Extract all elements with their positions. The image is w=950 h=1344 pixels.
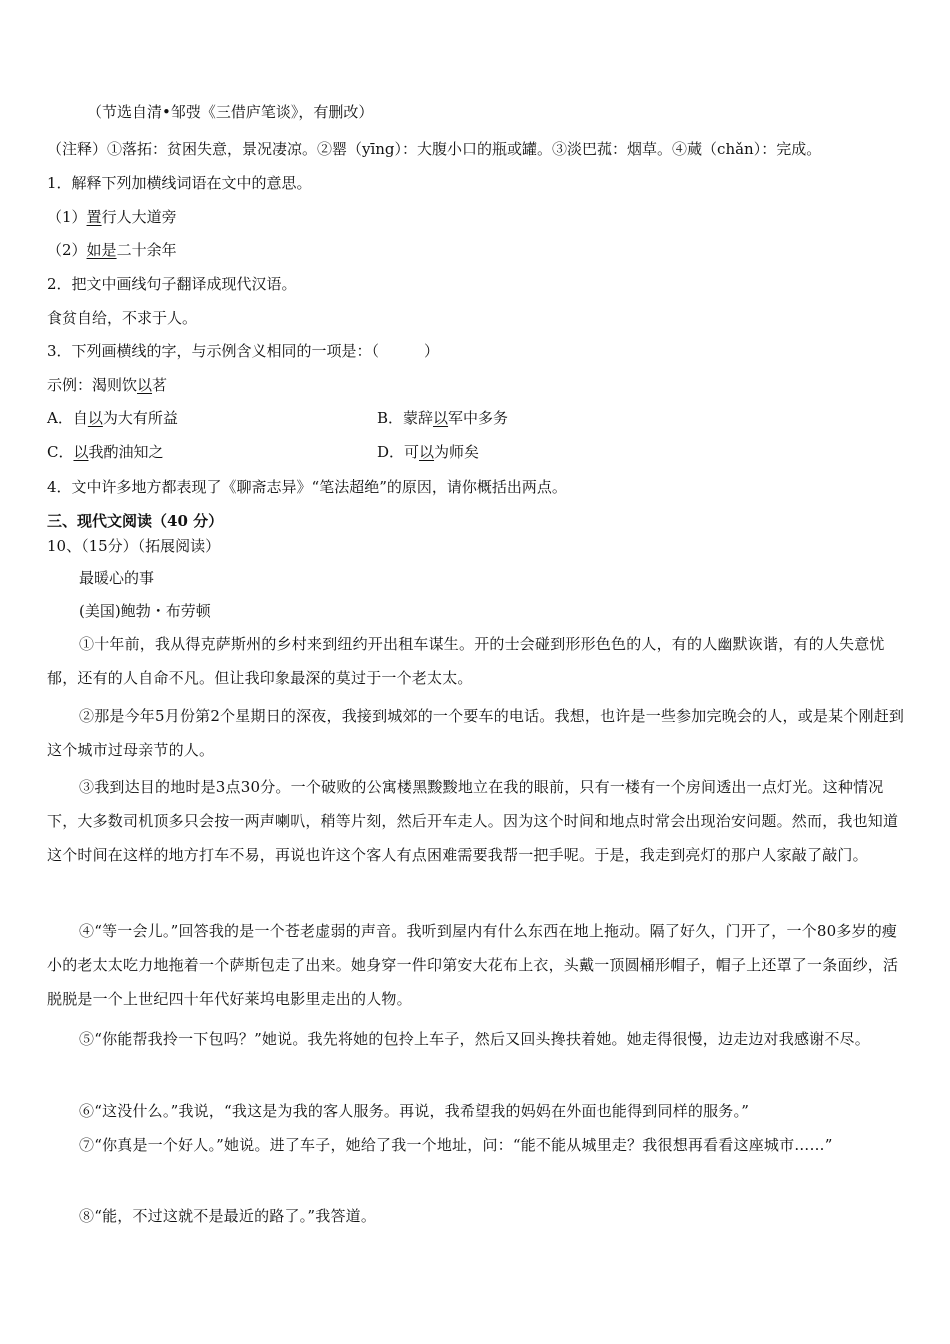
q1-stem: 1．解释下列加横线词语在文中的意思。 <box>47 174 312 192</box>
q3-option-d-underlined: 以 <box>419 443 435 461</box>
q3-example-underlined: 以 <box>137 376 153 394</box>
article-paragraph-6: ⑥“这没什么。”我说，“我这是为我的客人服务。再说，我希望我的妈妈在外面也能得到同样的服务。” <box>79 1102 750 1120</box>
article-title: 最暖心的事 <box>79 569 155 587</box>
q1-item-2-prefix: （2） <box>47 241 87 259</box>
q3-option-d-post: 为师矣 <box>434 443 480 461</box>
q3-example <box>47 375 167 395</box>
q1-item-1-underlined: 置 <box>86 208 102 226</box>
q3-option-b-underlined: 以 <box>433 409 449 427</box>
q3-option-c[interactable] <box>47 442 164 462</box>
q3-option-c-underlined: 以 <box>73 443 89 461</box>
q4-stem: 4．文中许多地方都表现了《聊斋志异》“笔法超绝”的原因，请你概括出两点。 <box>47 478 567 496</box>
q3-option-a-pre: A．自 <box>47 409 88 427</box>
q1-item-2-underlined: 如是 <box>86 241 117 259</box>
q3-option-b[interactable] <box>377 408 508 428</box>
section-heading: 三、现代文阅读（40 分） <box>47 512 224 530</box>
q3-option-d[interactable] <box>377 442 479 462</box>
article-paragraph-1: ①十年前，我从得克萨斯州的乡村来到纽约开出租车谋生。开的士会碰到形形色色的人，有的人幽默诙谐，有的人失意忧郁，还有的人自命不凡。但让我印象最深的莫过于一个老太太。 <box>47 635 885 687</box>
article-paragraph-2: ②那是今年5月份第2个星期日的深夜，我接到城郊的一个要车的电话。我想，也许是一些参加完晚会的人，或是某个刚赶到这个城市过母亲节的人。 <box>47 707 905 759</box>
q3-option-a[interactable] <box>47 408 178 428</box>
q1-item-1 <box>47 207 177 227</box>
q3-option-b-post: 军中多务 <box>448 409 509 427</box>
q3-option-c-post: 我酌油知之 <box>88 443 164 461</box>
q1-item-1-prefix: （1） <box>47 208 87 226</box>
q3-option-b-pre: B．蒙辞 <box>377 409 434 427</box>
article-paragraph-5: ⑤“你能帮我拎一下包吗？”她说。我先将她的包拎上车子，然后又回头搀扶着她。她走得很慢，边走边对我感谢不尽。 <box>79 1030 870 1048</box>
q10-label: 10、（15分）（拓展阅读） <box>47 537 221 555</box>
q1-item-2-rest: 二十余年 <box>116 241 177 259</box>
q2-sentence: 食贫自给，不求于人。 <box>47 309 198 327</box>
q3-option-c-pre: C． <box>47 443 74 461</box>
source-citation: （节选自清•邹弢《三借庐笔谈》，有删改） <box>87 103 374 121</box>
q3-stem: 3．下列画横线的字，与示例含义相同的一项是：（ ） <box>47 342 440 360</box>
q3-option-a-post: 为大有所益 <box>102 409 178 427</box>
article-paragraph-7: ⑦“你真是一个好人。”她说。进了车子，她给了我一个地址，问：“能不能从城里走？我很想再看看这座城市……” <box>79 1136 833 1154</box>
q3-example-pre: 示例：渴则饮 <box>47 376 138 394</box>
q3-example-post: 茗 <box>152 376 168 394</box>
q3-option-a-underlined: 以 <box>87 409 103 427</box>
article-paragraph-3: ③我到达目的地时是3点30分。一个破败的公寓楼黑黢黢地立在我的眼前，只有一楼有一个房间透出一点灯光。这种情况下，大多数司机顶多只会按一两声喇叭，稍等片刻，然后开车走人。因为这个时间和地点时常会出现治安问题。然而，我也知道这个时间在这样的地方打车不易，再说也许这个客人有点困难需要我帮一把手呢。于是，我走到亮灯的那户人家敲了敲门。 <box>47 778 899 864</box>
q1-item-1-rest: 行人大道旁 <box>101 208 177 226</box>
article-paragraph-4: ④“等一会儿。”回答我的是一个苍老虚弱的声音。我听到屋内有什么东西在地上拖动。隔了好久，门开了，一个80多岁的瘦小的老太太吃力地拖着一个萨斯包走了出来。她身穿一件印第安大花布上衣，头戴一顶圆桶形帽子，帽子上还罩了一条面纱，活脱脱是一个上世纪四十年代好莱坞电影里走出的人物。 <box>47 922 899 1008</box>
annotation-notes: （注释）①落拓：贫困失意，景况凄凉。②罂（yīng）：大腹小口的瓶或罐。③淡巴菰：烟草。④蒇（chǎn）：完成。 <box>47 140 822 158</box>
q3-option-d-pre: D．可 <box>377 443 420 461</box>
q2-stem: 2．把文中画线句子翻译成现代汉语。 <box>47 275 297 293</box>
q1-item-2 <box>47 240 177 260</box>
article-paragraph-8: ⑧“能，不过这就不是最近的路了。”我答道。 <box>79 1207 377 1225</box>
article-author: (美国)鲍勃・布劳顿 <box>79 602 211 620</box>
